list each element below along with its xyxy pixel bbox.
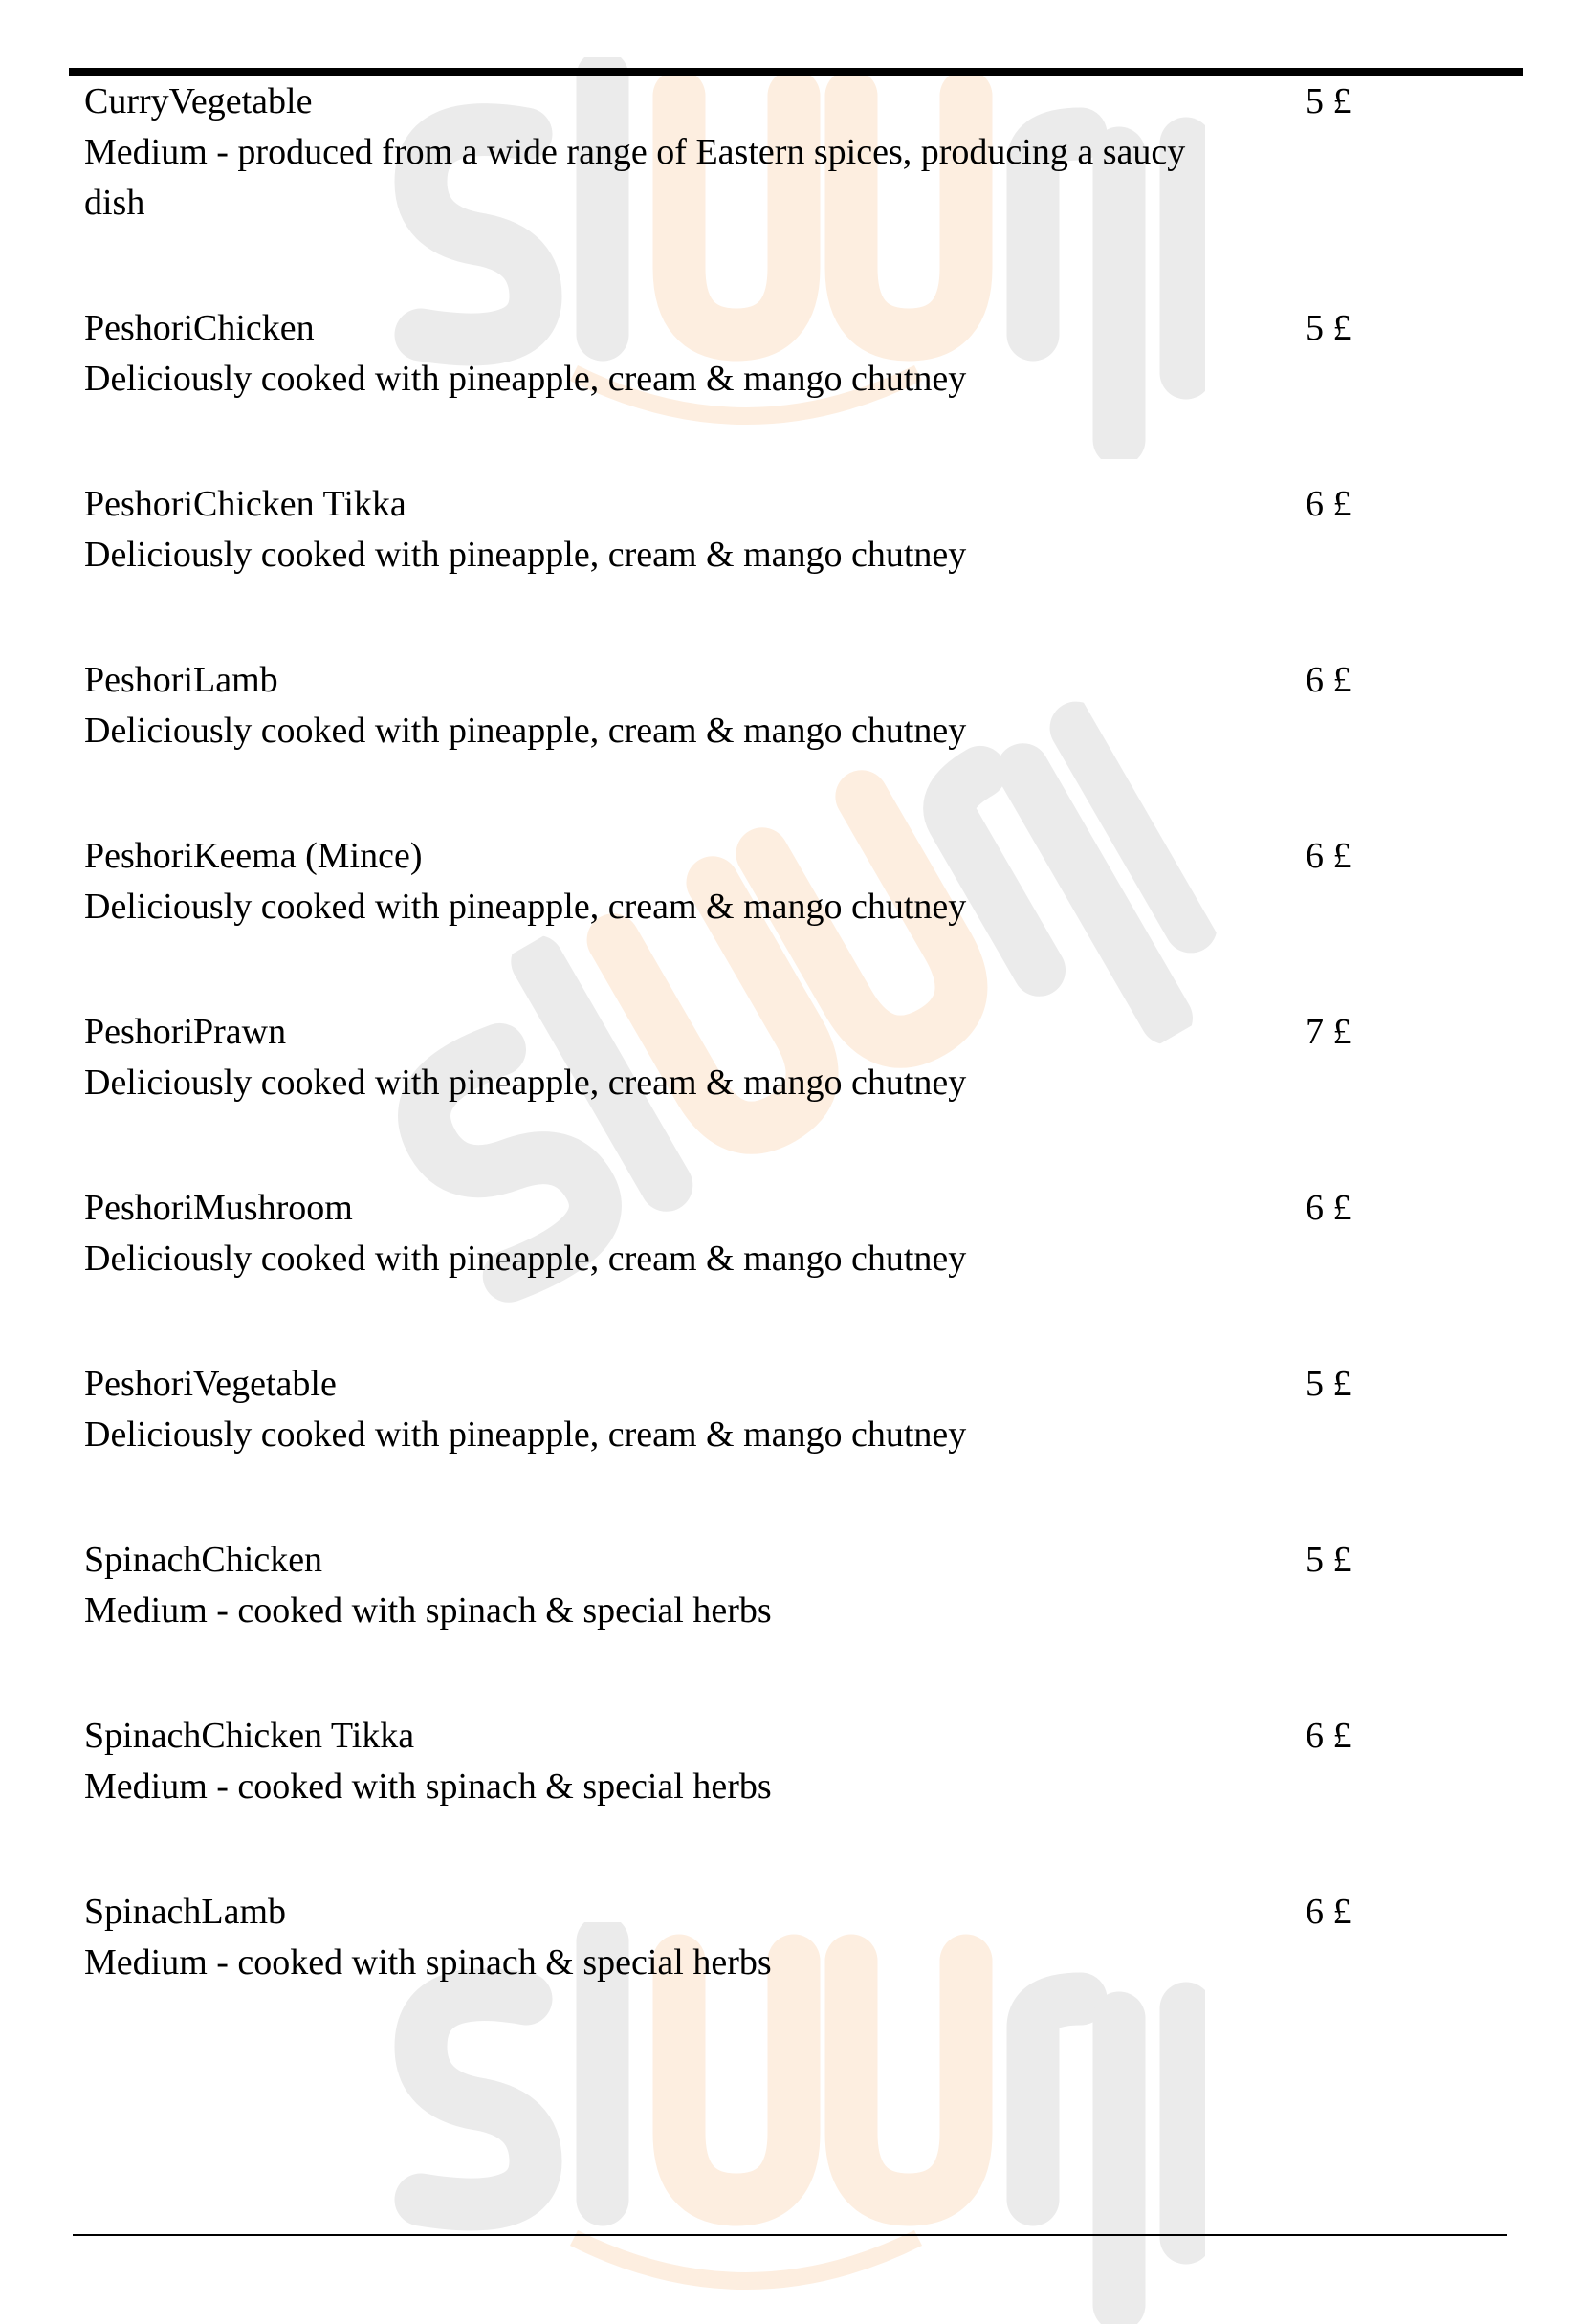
item-price: 6 £	[1306, 484, 1351, 524]
item-price: 5 £	[1306, 1540, 1351, 1580]
item-name: CurryVegetable	[84, 81, 313, 121]
menu-item	[84, 77, 1519, 229]
item-description: Deliciously cooked with pineapple, cream & mango chutney	[84, 535, 967, 575]
item-price: 6 £	[1306, 1892, 1351, 1932]
item-name: SpinachChicken	[84, 1540, 323, 1580]
item-name: PeshoriPrawn	[84, 1012, 287, 1052]
item-price: 6 £	[1306, 1188, 1351, 1228]
bottom-divider	[73, 2234, 1507, 2236]
item-description: Medium - cooked with spinach & special herbs	[84, 1766, 772, 1807]
menu-item	[84, 655, 1519, 756]
item-price: 6 £	[1306, 1716, 1351, 1756]
item-description: Deliciously cooked with pineapple, cream & mango chutney	[84, 1414, 967, 1455]
menu-item	[84, 1887, 1519, 1988]
menu-item	[84, 303, 1519, 405]
menu-item	[84, 1007, 1519, 1108]
item-price: 7 £	[1306, 1012, 1351, 1052]
menu-item	[84, 1535, 1519, 1636]
item-name: SpinachChicken Tikka	[84, 1716, 415, 1756]
item-price: 5 £	[1306, 1364, 1351, 1404]
item-description: Medium - cooked with spinach & special herbs	[84, 1942, 772, 1983]
item-description: Deliciously cooked with pineapple, cream & mango chutney	[84, 887, 967, 927]
item-name: PeshoriLamb	[84, 660, 278, 700]
item-price: 6 £	[1306, 660, 1351, 700]
item-name: PeshoriVegetable	[84, 1364, 337, 1404]
menu-item	[84, 1359, 1519, 1460]
item-name: PeshoriChicken Tikka	[84, 484, 406, 524]
menu-item	[84, 1711, 1519, 1812]
item-name: PeshoriMushroom	[84, 1188, 353, 1228]
menu-item	[84, 1183, 1519, 1284]
menu-item	[84, 479, 1519, 581]
item-price: 6 £	[1306, 836, 1351, 876]
item-price: 5 £	[1306, 308, 1351, 348]
menu-item	[84, 831, 1519, 932]
item-name: SpinachLamb	[84, 1892, 287, 1932]
top-divider	[69, 68, 1523, 76]
item-description: Deliciously cooked with pineapple, cream & mango chutney	[84, 359, 967, 399]
item-name: PeshoriKeema (Mince)	[84, 836, 423, 876]
item-price: 5 £	[1306, 81, 1351, 121]
item-name: PeshoriChicken	[84, 308, 315, 348]
item-description: Deliciously cooked with pineapple, cream & mango chutney	[84, 711, 967, 751]
item-description: Medium - cooked with spinach & special herbs	[84, 1590, 772, 1631]
item-description: Deliciously cooked with pineapple, cream & mango chutney	[84, 1239, 967, 1279]
item-description: Deliciously cooked with pineapple, cream & mango chutney	[84, 1063, 967, 1103]
item-description: Medium - produced from a wide range of Eastern spices, producing a saucy dish	[84, 132, 1186, 223]
